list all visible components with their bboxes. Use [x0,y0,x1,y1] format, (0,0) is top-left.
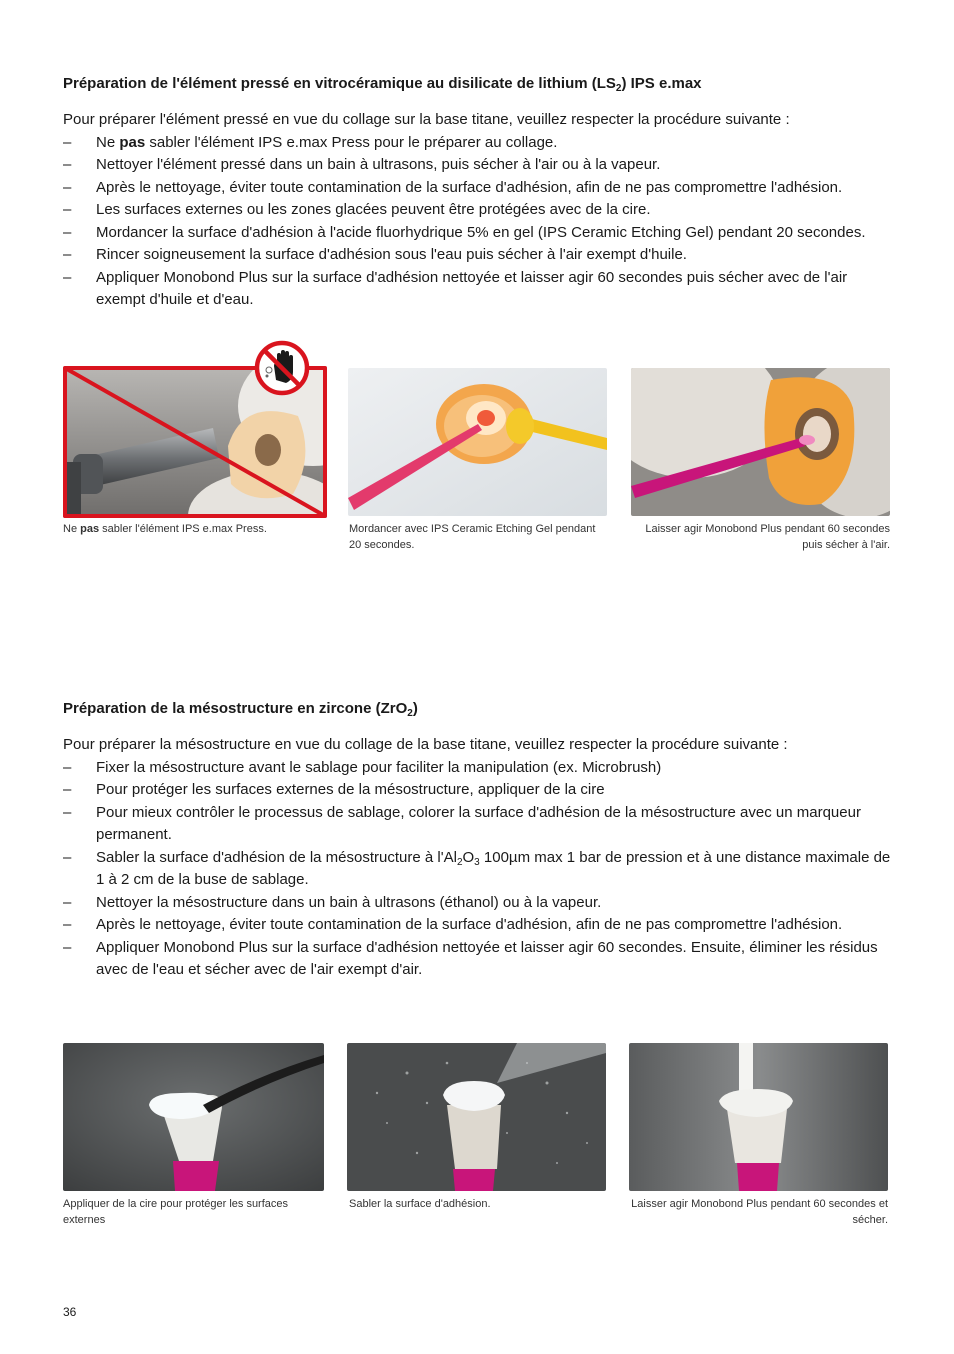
photo-apply-wax [63,1043,324,1191]
caption-monobond-zirconia: Laisser agir Monobond Plus pendant 60 secondes et sécher. [631,1198,888,1226]
section2-heading: Préparation de la mésostructure en zircone (ZrO$_2$) [63,700,418,719]
list-item: – Rincer soigneusement la surface d'adhésion sous l'eau puis sécher à l'air exempt d'huile. [63,246,687,263]
list-item: – Mordancer la surface d'adhésion à l'acide fluorhydrique 5% en gel (IPS Ceramic Etching Gel) pendant 20 secondes. [63,223,866,241]
section1-intro: Pour préparer l'élément pressé en vue du collage sur la base titane, veuillez respecter la procédure suivante : [63,111,790,128]
section2-intro: Pour préparer la mésostructure en vue du collage de la base titane, veuillez respecter la procédure suivante : [63,736,788,753]
list-item: – Les surfaces externes ou les zones glacées peuvent être protégées avec de la cire. [63,201,651,218]
no-hand-icon [254,340,310,396]
caption-etching-gel: Mordancer avec IPS Ceramic Etching Gel pendant 20 secondes. [349,523,596,551]
list-item: – Pour mieux contrôler le processus de sablage, colorer la surface d'adhésion de la mésostructure avec un marqueur permanent. [63,803,861,843]
list-item: – Nettoyer la mésostructure dans un bain à ultrasons (éthanol) ou à la vapeur. [63,893,602,911]
photo-etching-gel [348,368,607,516]
caption-apply-wax: Appliquer de la cire pour protéger les surfaces externes [63,1198,289,1226]
section1-steps [63,132,893,312]
page-number: 36 [63,1305,77,1319]
list-item: – Fixer la mésostructure avant le sablage pour faciliter la manipulation (ex. Microbrush) [63,758,662,776]
list-item: – Après le nettoyage, éviter toute contamination de la surface d'adhésion, afin de ne pas compromettre l'adhésion. [63,178,843,196]
list-item: – Appliquer Monobond Plus sur la surface d'adhésion nettoyée et laisser agir 60 secondes puis sécher avec de l'air exempt d'huile et d'eau. [63,268,848,308]
photo-monobond-zirconia [629,1043,888,1191]
section1-heading: Préparation de l'élément pressé en vitrocéramique au disilicate de lithium $(LS_2)$ IPS e.max [63,75,702,94]
list-item: – Ne pas sabler l'élément IPS e.max Press pour le préparer au collage. [63,133,558,151]
list-item: – Pour protéger les surfaces externes de la mésostructure, appliquer de la cire [63,781,605,798]
photo-sandblasting [347,1043,606,1191]
caption-no-sandblasting: Ne pas sabler l'élément IPS e.max Press. [63,523,267,535]
section-lithium-disilicate [63,74,893,312]
section-zirconia [63,699,893,982]
section2-steps [63,757,893,982]
photo-monobond-emax [631,368,890,516]
list-item: – Sabler la surface d'adhésion de la mésostructure à $l'Al_2O_3$ 100µm max 1 bar de pression et à une distance maximale de 1 à 2 cm de la buse de sablage. [63,848,891,888]
list-item: – Nettoyer l'élément pressé dans un bain à ultrasons, puis sécher à l'air ou à la vapeur. [63,156,661,173]
caption-monobond-emax: Laisser agir Monobond Plus pendant 60 secondes puis sécher à l'air. [645,523,890,551]
caption-sandblasting: Sabler la surface d'adhésion. [349,1198,491,1210]
list-item: – Après le nettoyage, éviter toute contamination de la surface d'adhésion, afin de ne pas compromettre l'adhésion. [63,916,843,933]
list-item: – Appliquer Monobond Plus sur la surface d'adhésion nettoyée et laisser agir 60 secondes. Ensuite, éliminer les résidus avec de l'eau et sécher avec de l'air exempt d'air. [63,938,878,978]
